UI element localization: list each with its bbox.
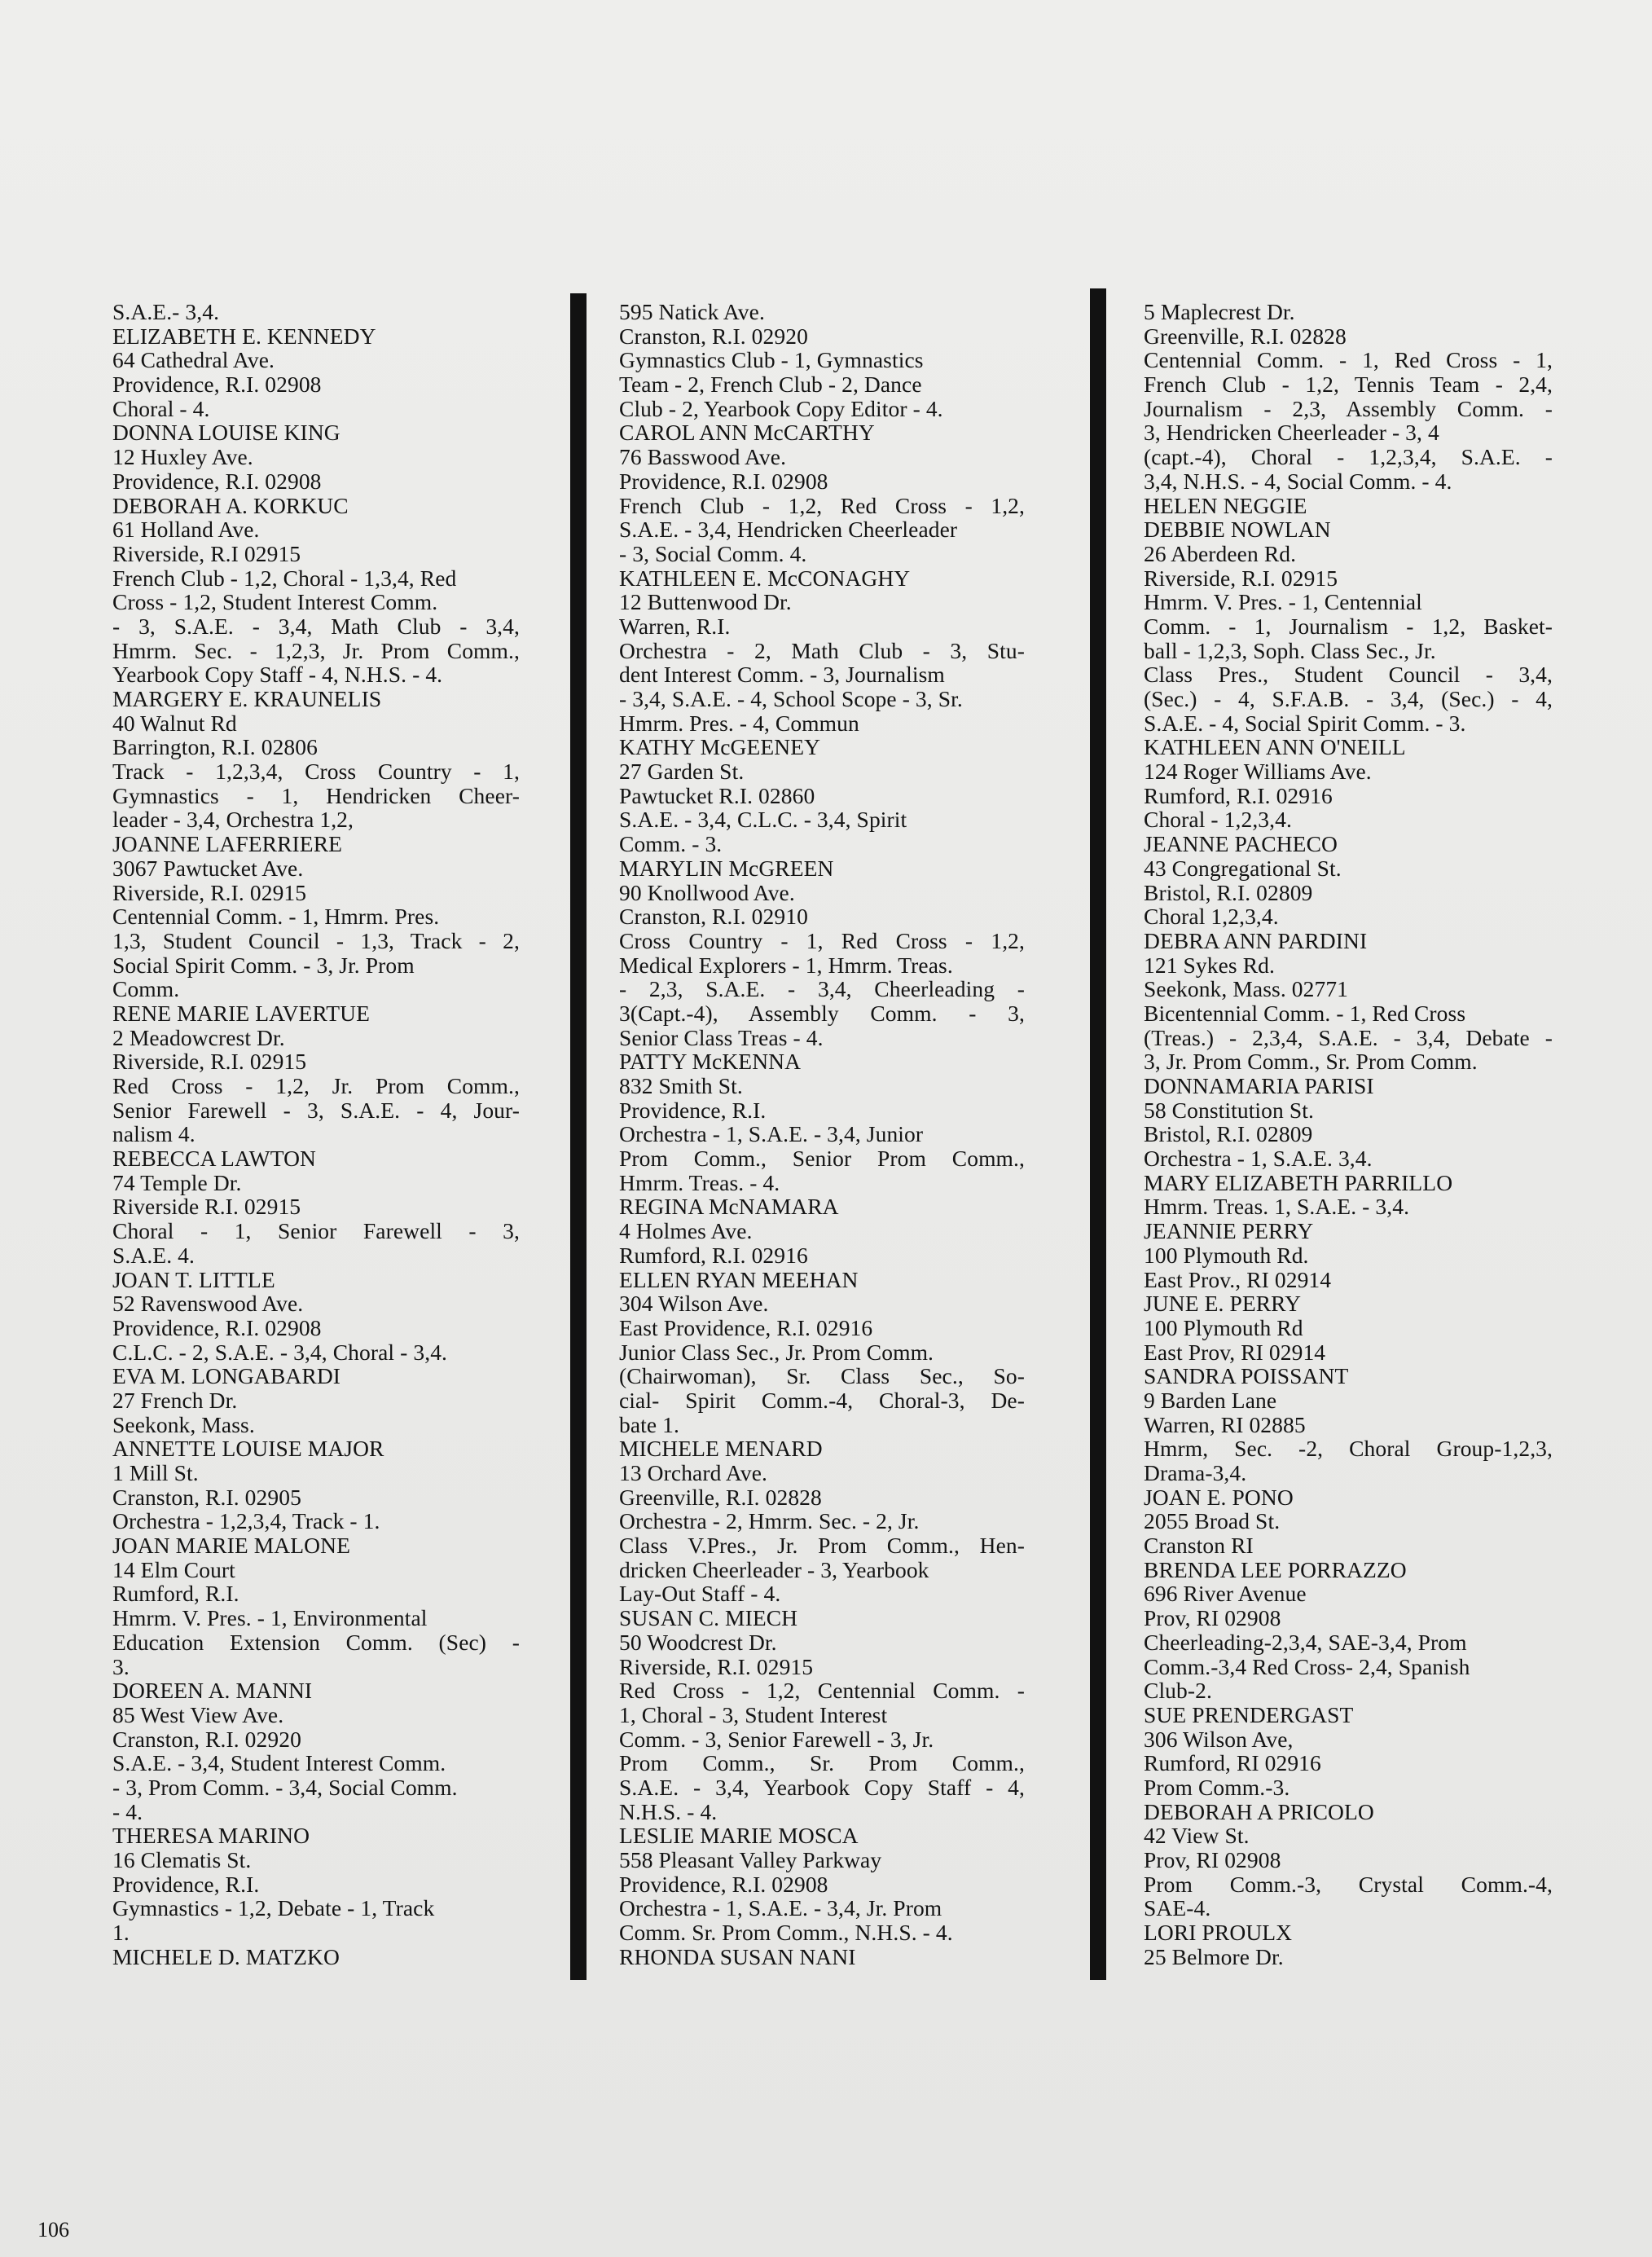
- directory-line: 2055 Broad St.: [1144, 1508, 1281, 1534]
- directory-line: MARYLIN McGREEN: [619, 855, 834, 881]
- directory-line: Choral - 1,2,3,4.: [1144, 807, 1292, 833]
- directory-line: 306 Wilson Ave,: [1144, 1726, 1294, 1752]
- directory-line: Journalism - 2,3, Assembly Comm. -: [1144, 395, 1553, 421]
- directory-line: Riverside, R.I. 02915: [112, 879, 307, 905]
- directory-line: Prov, RI 02908: [1144, 1605, 1281, 1631]
- directory-line: Seekonk, Mass.: [112, 1411, 255, 1437]
- directory-line: Pawtucket R.I. 02860: [619, 782, 815, 808]
- directory-line: Rumford, RI 02916: [1144, 1750, 1321, 1776]
- directory-line: MARGERY E. KRAUNELIS: [112, 686, 382, 711]
- directory-line: 1, Choral - 3, Student Interest: [619, 1701, 888, 1727]
- directory-line: JEANNE PACHECO: [1144, 831, 1338, 857]
- directory-line: 100 Plymouth Rd.: [1144, 1242, 1309, 1268]
- directory-line: Gymnastics Club - 1, Gymnastics: [619, 347, 924, 373]
- directory-line: dricken Cheerleader - 3, Yearbook: [619, 1556, 929, 1582]
- directory-line: 100 Plymouth Rd: [1144, 1314, 1303, 1340]
- directory-line: 558 Pleasant Valley Parkway: [619, 1847, 882, 1872]
- directory-line: 50 Woodcrest Dr.: [619, 1629, 777, 1655]
- directory-line: Club-2.: [1144, 1678, 1212, 1704]
- directory-line: Orchestra - 2, Math Club - 3, Stu-: [619, 637, 1025, 663]
- directory-line: 3067 Pawtucket Ave.: [112, 855, 304, 881]
- directory-line: MICHELE MENARD: [619, 1436, 823, 1462]
- directory-line: Warren, RI 02885: [1144, 1411, 1306, 1437]
- directory-line: DONNAMARIA PARISI: [1144, 1073, 1374, 1098]
- directory-line: 16 Clematis St.: [112, 1847, 252, 1872]
- directory-line: Yearbook Copy Staff - 4, N.H.S. - 4.: [112, 662, 443, 688]
- directory-line: RHONDA SUSAN NANI: [619, 1943, 856, 1969]
- directory-line: Centennial Comm. - 1, Hmrm. Pres.: [112, 904, 440, 930]
- directory-line: Hmrm, Sec. -2, Choral Group-1,2,3,: [1144, 1436, 1553, 1462]
- directory-line: 85 West View Ave.: [112, 1701, 284, 1727]
- directory-line: CAROL ANN McCARTHY: [619, 420, 875, 446]
- directory-line: East Prov., RI 02914: [1144, 1266, 1332, 1292]
- directory-line: 42 View St.: [1144, 1823, 1250, 1849]
- directory-line: 61 Holland Ave.: [112, 517, 260, 543]
- directory-line: S.A.E. 4.: [112, 1242, 195, 1268]
- directory-line: dent Interest Comm. - 3, Journalism: [619, 662, 945, 688]
- directory-line: Hmrm. V. Pres. - 1, Environmental: [112, 1605, 428, 1631]
- directory-line: 27 French Dr.: [112, 1387, 238, 1413]
- directory-line: 90 Knollwood Ave.: [619, 879, 795, 905]
- directory-line: Hmrm. Treas. - 4.: [619, 1169, 780, 1195]
- directory-line: Senior Farewell - 3, S.A.E. - 4, Jour-: [112, 1097, 520, 1123]
- directory-line: Bicentennial Comm. - 1, Red Cross: [1144, 1000, 1466, 1026]
- directory-line: Junior Class Sec., Jr. Prom Comm.: [619, 1339, 934, 1365]
- directory-line: Riverside, R.I 02915: [112, 540, 301, 566]
- directory-line: Riverside, R.I. 02915: [112, 1049, 307, 1075]
- directory-line: BRENDA LEE PORRAZZO: [1144, 1556, 1407, 1582]
- directory-line: Providence, R.I. 02908: [112, 1314, 322, 1340]
- directory-line: 14 Elm Court: [112, 1556, 235, 1582]
- directory-line: 13 Orchard Ave.: [619, 1460, 767, 1485]
- directory-line: Comm. Sr. Prom Comm., N.H.S. - 4.: [619, 1920, 953, 1946]
- directory-line: HELEN NEGGIE: [1144, 492, 1307, 518]
- directory-line: Red Cross - 1,2, Jr. Prom Comm.,: [112, 1073, 520, 1098]
- directory-line: 3(Capt.-4), Assembly Comm. - 3,: [619, 1000, 1025, 1026]
- directory-line: S.A.E. - 3,4, Student Interest Comm.: [112, 1750, 446, 1776]
- directory-line: DEBORAH A PRICOLO: [1144, 1798, 1374, 1824]
- directory-line: cial- Spirit Comm.-4, Choral-3, De-: [619, 1387, 1025, 1413]
- directory-line: Cranston, R.I. 02920: [112, 1726, 301, 1752]
- directory-line: 2 Meadowcrest Dr.: [112, 1024, 285, 1050]
- directory-line: ELLEN RYAN MEEHAN: [619, 1266, 859, 1292]
- directory-line: Rumford, R.I. 02916: [619, 1242, 808, 1268]
- directory-line: ball - 1,2,3, Soph. Class Sec., Jr.: [1144, 637, 1436, 663]
- directory-line: C.L.C. - 2, S.A.E. - 3,4, Choral - 3,4.: [112, 1339, 448, 1365]
- directory-line: Choral - 1, Senior Farewell - 3,: [112, 1218, 520, 1244]
- directory-line: 121 Sykes Rd.: [1144, 952, 1275, 978]
- directory-line: Cross Country - 1, Red Cross - 1,2,: [619, 927, 1025, 953]
- directory-column-2: [619, 300, 1025, 1969]
- directory-line: Providence, R.I. 02908: [112, 468, 322, 494]
- directory-line: (Treas.) - 2,3,4, S.A.E. - 3,4, Debate -: [1144, 1024, 1553, 1050]
- directory-line: 76 Basswood Ave.: [619, 444, 787, 470]
- directory-line: Centennial Comm. - 1, Red Cross - 1,: [1144, 347, 1553, 373]
- directory-line: Prom Comm.-3, Crystal Comm.-4,: [1144, 1871, 1553, 1897]
- directory-line: Choral - 4.: [112, 395, 210, 421]
- directory-line: 696 River Avenue: [1144, 1581, 1307, 1607]
- directory-line: JOANNE LAFERRIERE: [112, 831, 343, 857]
- directory-line: leader - 3,4, Orchestra 1,2,: [112, 807, 354, 833]
- directory-line: Social Spirit Comm. - 3, Jr. Prom: [112, 952, 415, 978]
- directory-line: Medical Explorers - 1, Hmrm. Treas.: [619, 952, 953, 978]
- column-divider-2: [1090, 288, 1106, 1980]
- directory-line: Cranston, R.I. 02910: [619, 904, 808, 930]
- directory-line: - 4.: [112, 1798, 143, 1824]
- directory-line: KATHY McGEENEY: [619, 734, 821, 760]
- directory-line: Gymnastics - 1,2, Debate - 1, Track: [112, 1895, 435, 1921]
- directory-line: Providence, R.I.: [112, 1871, 260, 1897]
- directory-line: 74 Temple Dr.: [112, 1169, 242, 1195]
- directory-line: Providence, R.I. 02908: [619, 1871, 828, 1897]
- directory-line: LESLIE MARIE MOSCA: [619, 1823, 859, 1849]
- directory-line: Cranston RI: [1144, 1533, 1254, 1559]
- directory-line: JUNE E. PERRY: [1144, 1291, 1302, 1317]
- directory-line: EVA M. LONGABARDI: [112, 1363, 341, 1389]
- directory-line: East Providence, R.I. 02916: [619, 1314, 873, 1340]
- directory-line: Prom Comm., Sr. Prom Comm.,: [619, 1750, 1025, 1776]
- directory-column-3: [1144, 300, 1553, 1969]
- directory-line: SUE PRENDERGAST: [1144, 1701, 1354, 1727]
- directory-line: DEBRA ANN PARDINI: [1144, 927, 1368, 953]
- directory-line: MARY ELIZABETH PARRILLO: [1144, 1169, 1453, 1195]
- directory-line: REBECCA LAWTON: [112, 1146, 317, 1172]
- directory-line: 40 Walnut Rd: [112, 710, 237, 736]
- directory-line: (capt.-4), Choral - 1,2,3,4, S.A.E. -: [1144, 444, 1553, 470]
- directory-line: S.A.E. - 3,4, Yearbook Copy Staff - 4,: [619, 1774, 1025, 1800]
- directory-line: French Club - 1,2, Red Cross - 1,2,: [619, 492, 1025, 518]
- directory-line: KATHLEEN ANN O'NEILL: [1144, 734, 1406, 760]
- directory-line: - 3, S.A.E. - 3,4, Math Club - 3,4,: [112, 613, 520, 639]
- directory-line: Drama-3,4.: [1144, 1460, 1247, 1485]
- directory-line: Education Extension Comm. (Sec) -: [112, 1629, 520, 1655]
- directory-line: bate 1.: [619, 1411, 680, 1437]
- directory-line: Team - 2, French Club - 2, Dance: [619, 372, 922, 398]
- directory-line: JOAN MARIE MALONE: [112, 1533, 350, 1559]
- directory-line: Cranston, R.I. 02920: [619, 323, 808, 349]
- directory-line: French Club - 1,2, Choral - 1,3,4, Red: [112, 565, 457, 591]
- directory-line: Club - 2, Yearbook Copy Editor - 4.: [619, 395, 943, 421]
- directory-line: LORI PROULX: [1144, 1920, 1293, 1946]
- directory-line: Hmrm. V. Pres. - 1, Centennial: [1144, 589, 1422, 615]
- directory-line: Class Pres., Student Council - 3,4,: [1144, 662, 1553, 688]
- directory-line: Track - 1,2,3,4, Cross Country - 1,: [112, 759, 520, 785]
- directory-line: 1,3, Student Council - 1,3, Track - 2,: [112, 927, 520, 953]
- directory-line: S.A.E.- 3,4.: [112, 299, 220, 324]
- directory-line: Orchestra - 2, Hmrm. Sec. - 2, Jr.: [619, 1508, 920, 1534]
- column-divider-1: [570, 293, 587, 1980]
- directory-line: ANNETTE LOUISE MAJOR: [112, 1436, 384, 1462]
- directory-line: 3,4, N.H.S. - 4, Social Comm. - 4.: [1144, 468, 1452, 494]
- directory-line: REGINA McNAMARA: [619, 1194, 839, 1220]
- directory-line: Hmrm. Treas. 1, S.A.E. - 3,4.: [1144, 1194, 1410, 1220]
- directory-line: 3, Jr. Prom Comm., Sr. Prom Comm.: [1144, 1049, 1478, 1075]
- directory-line: Greenville, R.I. 02828: [619, 1484, 822, 1510]
- directory-line: 64 Cathedral Ave.: [112, 347, 275, 373]
- directory-line: Providence, R.I. 02908: [619, 468, 828, 494]
- directory-line: 12 Buttenwood Dr.: [619, 589, 792, 615]
- directory-line: S.A.E. - 4, Social Spirit Comm. - 3.: [1144, 710, 1466, 736]
- directory-line: East Prov, RI 02914: [1144, 1339, 1326, 1365]
- directory-line: Class V.Pres., Jr. Prom Comm., Hen-: [619, 1533, 1025, 1559]
- directory-line: 12 Huxley Ave.: [112, 444, 253, 470]
- directory-line: THERESA MARINO: [112, 1823, 310, 1849]
- directory-column-1: [112, 300, 520, 1969]
- directory-line: 26 Aberdeen Rd.: [1144, 540, 1297, 566]
- directory-line: - 3, Social Comm. 4.: [619, 540, 807, 566]
- directory-line: Bristol, R.I. 02809: [1144, 879, 1313, 905]
- directory-line: DONNA LOUISE KING: [112, 420, 341, 446]
- directory-line: Riverside, R.I. 02915: [1144, 565, 1338, 591]
- directory-line: 124 Roger Williams Ave.: [1144, 759, 1372, 785]
- directory-line: MICHELE D. MATZKO: [112, 1943, 340, 1969]
- directory-line: 25 Belmore Dr.: [1144, 1943, 1284, 1969]
- directory-line: 304 Wilson Ave.: [619, 1291, 769, 1317]
- directory-line: Bristol, R.I. 02809: [1144, 1121, 1313, 1147]
- directory-line: 52 Ravenswood Ave.: [112, 1291, 304, 1317]
- directory-line: S.A.E. - 3,4, Hendricken Cheerleader: [619, 517, 958, 543]
- directory-line: Riverside R.I. 02915: [112, 1194, 301, 1220]
- directory-line: Orchestra - 1, S.A.E. 3,4.: [1144, 1146, 1373, 1172]
- directory-line: - 3,4, S.A.E. - 4, School Scope - 3, Sr.: [619, 686, 963, 711]
- directory-line: 5 Maplecrest Dr.: [1144, 299, 1295, 324]
- directory-line: Cheerleading-2,3,4, SAE-3,4, Prom: [1144, 1629, 1467, 1655]
- directory-line: ELIZABETH E. KENNEDY: [112, 323, 376, 349]
- directory-line: Choral 1,2,3,4.: [1144, 904, 1279, 930]
- directory-line: Red Cross - 1,2, Centennial Comm. -: [619, 1678, 1025, 1704]
- directory-line: JOAN E. PONO: [1144, 1484, 1294, 1510]
- directory-line: SANDRA POISSANT: [1144, 1363, 1349, 1389]
- directory-line: Comm. - 3.: [619, 831, 723, 857]
- directory-line: SAE-4.: [1144, 1895, 1211, 1921]
- directory-line: Riverside, R.I. 02915: [619, 1653, 814, 1679]
- directory-line: KATHLEEN E. McCONAGHY: [619, 565, 911, 591]
- directory-line: SUSAN C. MIECH: [619, 1605, 798, 1631]
- directory-line: Rumford, R.I.: [112, 1581, 239, 1607]
- directory-line: DOREEN A. MANNI: [112, 1678, 313, 1704]
- directory-line: Orchestra - 1,2,3,4, Track - 1.: [112, 1508, 380, 1534]
- directory-line: - 2,3, S.A.E. - 3,4, Cheerleading -: [619, 976, 1025, 1002]
- directory-line: S.A.E. - 3,4, C.L.C. - 3,4, Spirit: [619, 807, 907, 833]
- directory-line: (Sec.) - 4, S.F.A.B. - 3,4, (Sec.) - 4,: [1144, 686, 1553, 711]
- directory-line: 595 Natick Ave.: [619, 299, 765, 324]
- directory-line: PATTY McKENNA: [619, 1049, 802, 1075]
- directory-line: Hmrm. Pres. - 4, Commun: [619, 710, 859, 736]
- directory-line: Prom Comm., Senior Prom Comm.,: [619, 1146, 1025, 1172]
- directory-line: Rumford, R.I. 02916: [1144, 782, 1333, 808]
- directory-line: Providence, R.I.: [619, 1097, 767, 1123]
- directory-line: Orchestra - 1, S.A.E. - 3,4, Jr. Prom: [619, 1895, 942, 1921]
- directory-line: 43 Congregational St.: [1144, 855, 1342, 881]
- directory-line: - 3, Prom Comm. - 3,4, Social Comm.: [112, 1774, 458, 1800]
- directory-line: JEANNIE PERRY: [1144, 1218, 1314, 1244]
- directory-line: Warren, R.I.: [619, 613, 731, 639]
- directory-line: 1.: [112, 1920, 130, 1946]
- directory-line: Comm.-3,4 Red Cross- 2,4, Spanish: [1144, 1653, 1470, 1679]
- directory-line: 1 Mill St.: [112, 1460, 199, 1485]
- directory-line: Prov, RI 02908: [1144, 1847, 1281, 1872]
- directory-line: Greenville, R.I. 02828: [1144, 323, 1347, 349]
- directory-line: 4 Holmes Ave.: [619, 1218, 753, 1244]
- directory-line: 9 Barden Lane: [1144, 1387, 1277, 1413]
- directory-line: 58 Constitution St.: [1144, 1097, 1314, 1123]
- page-number: 106: [37, 2218, 69, 2242]
- directory-line: Providence, R.I. 02908: [112, 372, 322, 398]
- directory-line: Comm. - 3, Senior Farewell - 3, Jr.: [619, 1726, 934, 1752]
- directory-line: DEBORAH A. KORKUC: [112, 492, 349, 518]
- directory-line: French Club - 1,2, Tennis Team - 2,4,: [1144, 372, 1553, 398]
- directory-line: 27 Garden St.: [619, 759, 745, 785]
- directory-line: Barrington, R.I. 02806: [112, 734, 318, 760]
- directory-line: JOAN T. LITTLE: [112, 1266, 275, 1292]
- directory-line: 3, Hendricken Cheerleader - 3, 4: [1144, 420, 1439, 446]
- directory-line: Prom Comm.-3.: [1144, 1774, 1290, 1800]
- directory-line: N.H.S. - 4.: [619, 1798, 718, 1824]
- directory-line: Seekonk, Mass. 02771: [1144, 976, 1349, 1002]
- directory-line: Hmrm. Sec. - 1,2,3, Jr. Prom Comm.,: [112, 637, 520, 663]
- directory-line: Comm. - 1, Journalism - 1,2, Basket-: [1144, 613, 1553, 639]
- directory-line: Lay-Out Staff - 4.: [619, 1581, 781, 1607]
- directory-line: DEBBIE NOWLAN: [1144, 517, 1331, 543]
- directory-line: Cranston, R.I. 02905: [112, 1484, 301, 1510]
- directory-line: (Chairwoman), Sr. Class Sec., So-: [619, 1363, 1025, 1389]
- directory-line: 3.: [112, 1653, 130, 1679]
- directory-line: Cross - 1,2, Student Interest Comm.: [112, 589, 438, 615]
- directory-line: nalism 4.: [112, 1121, 196, 1147]
- directory-line: 832 Smith St.: [619, 1073, 743, 1098]
- directory-line: Senior Class Treas - 4.: [619, 1024, 824, 1050]
- directory-line: RENE MARIE LAVERTUE: [112, 1000, 370, 1026]
- directory-line: Comm.: [112, 976, 180, 1002]
- directory-line: Orchestra - 1, S.A.E. - 3,4, Junior: [619, 1121, 924, 1147]
- directory-line: Gymnastics - 1, Hendricken Cheer-: [112, 782, 520, 808]
